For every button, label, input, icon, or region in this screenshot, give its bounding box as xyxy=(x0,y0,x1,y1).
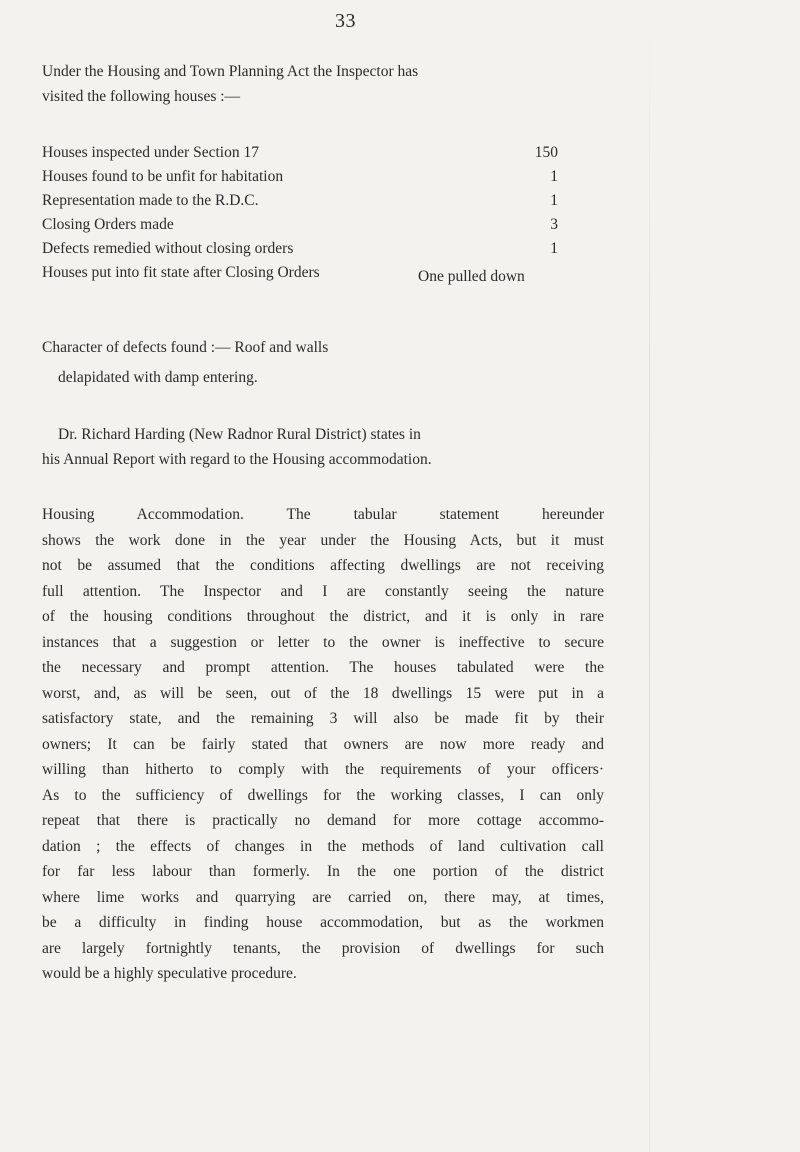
paragraph-line: repeat that there is practically no demand for more cottage accommo- xyxy=(42,812,604,829)
stat-row xyxy=(42,240,642,264)
stat-value: 1 xyxy=(550,168,558,185)
stat-label: Houses put into fit state after Closing Orders xyxy=(42,264,320,281)
harding-paragraph xyxy=(42,422,642,472)
stat-value: 3 xyxy=(550,216,558,233)
stat-label: Closing Orders made xyxy=(42,216,174,233)
housing-accommodation-paragraph xyxy=(42,502,604,987)
stat-value: 1 xyxy=(550,192,558,209)
stat-row xyxy=(42,216,642,240)
pulled-down-note: One pulled down xyxy=(418,268,525,285)
stat-label: Houses found to be unfit for habitation xyxy=(42,168,284,185)
paragraph-line: be a difficulty in finding house accommodation, but as the workmen xyxy=(42,914,604,931)
stat-row xyxy=(42,168,642,192)
stat-label: Representation made to the R.D.C. xyxy=(42,192,259,209)
paragraph-line: willing than hitherto to comply with the requirements of your officers· xyxy=(42,761,604,778)
paragraph-line: Housing Accommodation. The tabular statement hereunder xyxy=(42,506,604,523)
defects-line-2: delapidated with damp entering. xyxy=(58,369,258,386)
page-number: 33 xyxy=(335,10,356,32)
paragraph-line: dation ; the effects of changes in the methods of land cultivation call xyxy=(42,837,604,855)
intro-line-2: visited the following houses :— xyxy=(42,88,241,105)
intro-line-1: Under the Housing and Town Planning Act the Inspector has xyxy=(42,63,419,80)
stat-row xyxy=(42,264,642,288)
stat-value: 150 xyxy=(534,144,558,161)
intro-paragraph xyxy=(42,59,642,109)
stat-row xyxy=(42,144,642,168)
paragraph-line: are largely fortnightly tenants, the provision of dwellings for such xyxy=(42,939,604,957)
paragraph-line: shows the work done in the year under the Housing Acts, but it must xyxy=(42,531,604,549)
paragraph-line: the necessary and prompt attention. The houses tabulated were the xyxy=(42,659,604,676)
paragraph-line: As to the sufficiency of dwellings for the working classes, I can only xyxy=(42,786,604,804)
stat-row xyxy=(42,192,642,216)
harding-line-2: his Annual Report with regard to the Housing accommodation. xyxy=(42,451,432,468)
paragraph-line: where lime works and quarrying are carried on, there may, at times, xyxy=(42,888,604,906)
stat-label: Defects remedied without closing orders xyxy=(42,240,294,257)
stat-label: Houses inspected under Section 17 xyxy=(42,144,259,161)
defects-line-1: Character of defects found :— Roof and walls xyxy=(42,339,329,356)
page-shadow-edge xyxy=(649,0,650,1152)
paragraph-line: instances that a suggestion or letter to the owner is ineffective to secure xyxy=(42,633,604,651)
paragraph-line: would be a highly speculative procedure. xyxy=(42,965,297,982)
paragraph-line: full attention. The Inspector and I are constantly seeing the nature xyxy=(42,582,604,600)
harding-line-1: Dr. Richard Harding (New Radnor Rural District) states in xyxy=(58,426,421,443)
defects-paragraph xyxy=(42,333,642,393)
paragraph-line: not be assumed that the conditions affecting dwellings are not receiving xyxy=(42,557,604,574)
stat-value: 1 xyxy=(550,240,558,257)
paragraph-line: satisfactory state, and the remaining 3 will also be made fit by their xyxy=(42,710,604,727)
paragraph-line: owners; It can be fairly stated that owners are now more ready and xyxy=(42,735,604,753)
paragraph-line: of the housing conditions throughout the district, and it is only in rare xyxy=(42,608,604,625)
paragraph-line: for far less labour than formerly. In the one portion of the district xyxy=(42,863,604,880)
paragraph-line: worst, and, as will be seen, out of the 18 dwellings 15 were put in a xyxy=(42,684,604,702)
